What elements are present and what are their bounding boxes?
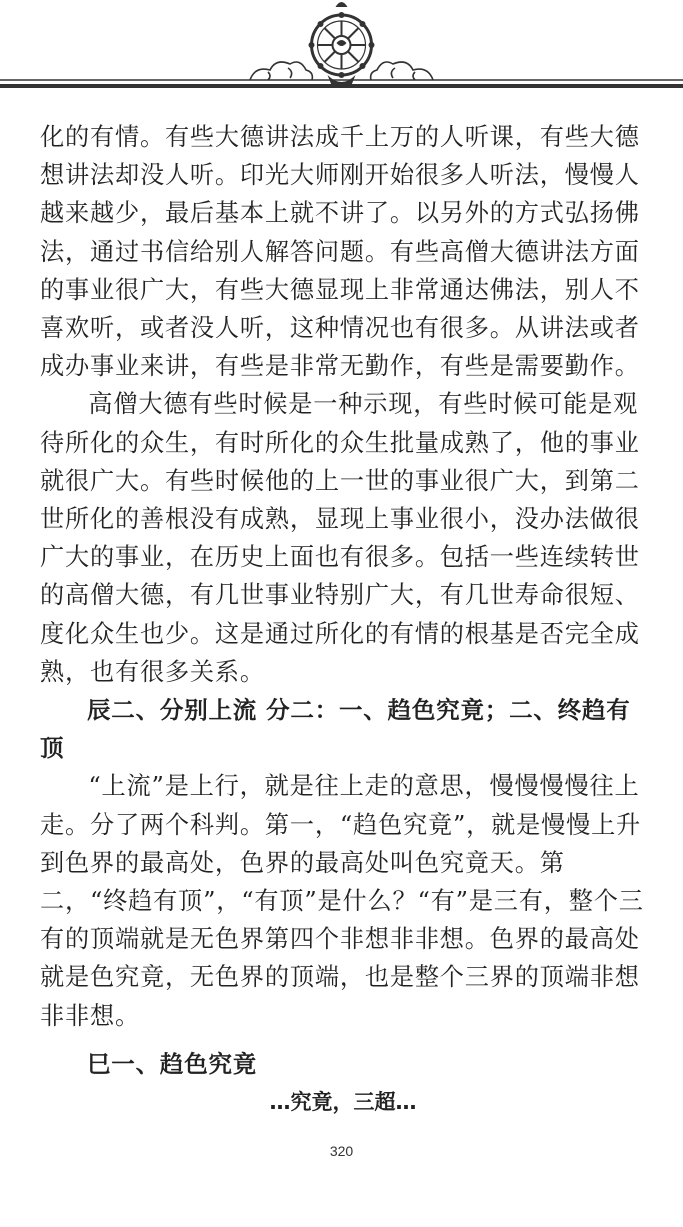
page-body: [40, 118, 646, 1121]
page-number: 320: [329, 1143, 354, 1159]
header-ornament: [0, 0, 683, 100]
paragraph-1: 化的有情。有些大德讲法成千上万的人听课，有些大德想讲法却没人听。印光大师刚开始很多人听法，慢慢人越来越少，最后基本上就不讲了。以另外的方式弘扬佛法，通过书信给别人解答问题。有些高僧大德讲法方面的事业很广大，有些大德显现上非常通达佛法，别人不喜欢听，或者没人听，这种情况也有很多。从讲法或者成办事业来讲，有些是非常无勤作，有些是需要勤作。: [40, 123, 640, 381]
paragraph-3: “上流”是上行，就是往上走的意思，慢慢慢慢往上走。分了两个科判。第一，“趋色究竟”，就是慢慢上升到色界的最高处，色界的最高处叫色究竟天。第二，“终趋有顶”，“有顶”是什么？“有”是三有，整个三有的顶端就是无色界第四个非想非非想。色界的最高处就是色究竟，无色界的顶端，也是整个三界的顶端非想非非想。: [40, 772, 644, 1030]
dharma-wheel-icon: [0, 0, 683, 100]
section-heading: 辰二、分别上流 分二：一、趋色究竟；二、终趋有顶: [40, 696, 631, 763]
subsection-heading: 巳一、趋色究竟: [87, 1049, 258, 1078]
paragraph-2: 高僧大德有些时候是一种示现，有些时候可能是观待所化的众生，有时所化的众生批量成熟了，他的事业就很广大。有些时候他的上一世的事业很广大，到第二世所化的善根没有成熟，显现上事业很小，没办法做很广大的事业，在历史上面也有很多。包括一些连续转世的高僧大德，有几世事业特别广大，有几世寿命很短、度化众生也少。这是通过所化的有情的根基是否完全成熟，也有很多关系。: [40, 390, 640, 686]
verse-line: …究竟，三超…: [269, 1090, 417, 1115]
cloud-ornament-icon: [250, 62, 312, 80]
